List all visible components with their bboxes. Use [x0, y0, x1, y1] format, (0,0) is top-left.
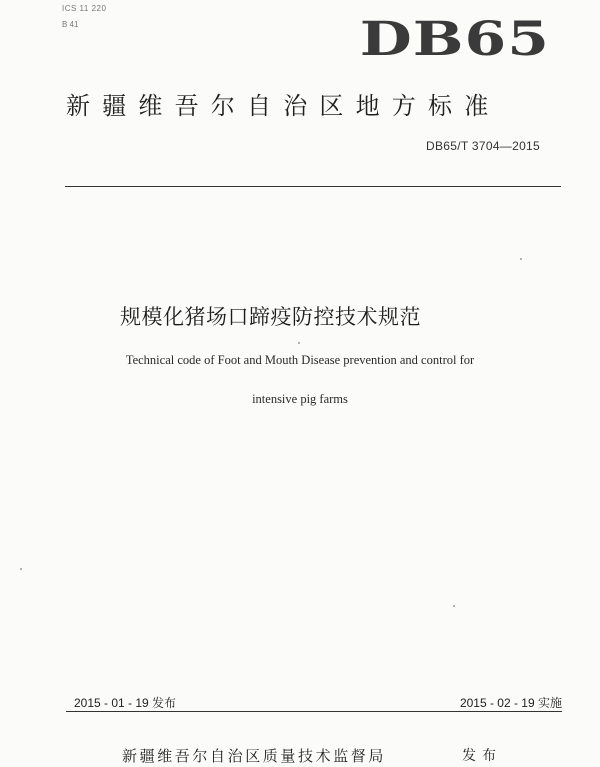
- title-chinese: 规模化猪场口蹄疫防控技术规范: [120, 305, 421, 329]
- top-divider: [65, 186, 561, 187]
- bottom-divider: [66, 711, 562, 712]
- title-english-line2: intensive pig farms: [252, 392, 348, 406]
- title-english-line1: Technical code of Foot and Mouth Disease prevention and control for: [125, 353, 475, 367]
- implementation-date: 2015 - 02 - 19 实施: [459, 696, 562, 710]
- scan-speck: [520, 258, 522, 260]
- scan-speck: [298, 342, 300, 344]
- ccs-code: B 41: [62, 20, 79, 29]
- ics-code: ICS 11 220: [62, 4, 107, 13]
- issued-label: 发布: [462, 748, 502, 764]
- issuer-title: 新疆维吾尔自治区地方标准: [66, 92, 501, 120]
- standard-mark-logo: DB65: [359, 12, 550, 67]
- scan-speck: [453, 605, 455, 607]
- scan-speck: [20, 568, 22, 570]
- standard-number: DB65/T 3704—2015: [426, 139, 540, 153]
- issuing-body: 新疆维吾尔自治区质量技术监督局: [122, 747, 387, 765]
- issue-date: 2015 - 01 - 19 发布: [74, 696, 177, 710]
